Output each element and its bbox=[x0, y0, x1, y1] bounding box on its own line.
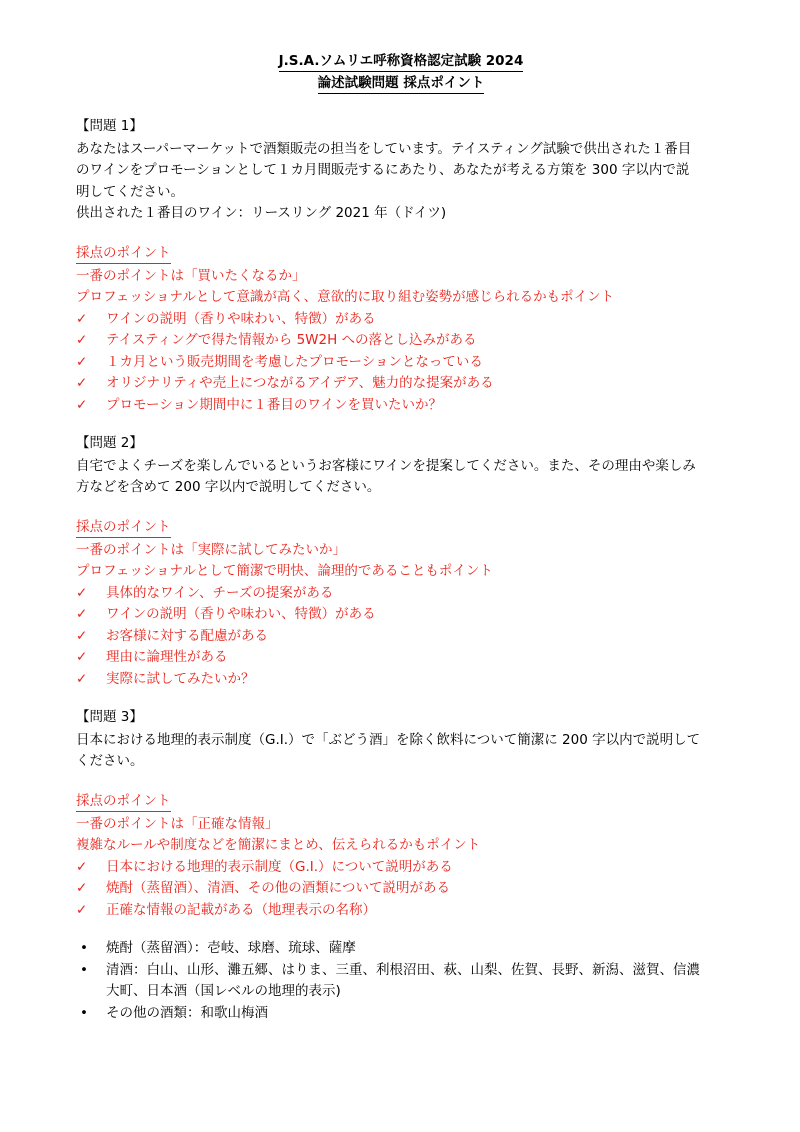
check-icon: ✓ bbox=[76, 310, 88, 327]
bullet-item bbox=[76, 1003, 726, 1025]
question-text-line: 方などを含めて 200 字以内で説明してください。 bbox=[76, 479, 381, 495]
check-icon: ✓ bbox=[76, 332, 88, 348]
question-section bbox=[76, 116, 726, 416]
bullet-text-line: 清酒：白山、山形、灘五郷、はりま、三重、利根沼田、萩、山梨、佐賀、長野、新潟、滋賀、信濃 bbox=[106, 961, 700, 978]
bullet-text bbox=[106, 938, 356, 960]
check-item-text: プロモーション期間中に１番目のワインを買いたいか？ bbox=[106, 396, 443, 413]
points-title: 採点のポイント bbox=[76, 244, 171, 264]
points-title-row bbox=[76, 243, 726, 266]
key-point: 一番のポイントは「買いたくなるか」 bbox=[76, 267, 306, 284]
check-item-text: オリジナリティや売上につながるアイデア、魅力的な提案がある bbox=[106, 375, 494, 391]
document-page bbox=[76, 50, 726, 1024]
question-label: 【問題 1】 bbox=[76, 118, 143, 134]
bullet-text bbox=[106, 1003, 268, 1025]
question-section bbox=[76, 707, 726, 921]
question-label: 【問題 2】 bbox=[76, 435, 143, 451]
professional-point: 複雑なルールや制度などを簡潔にまとめ、伝えられるかもポイント bbox=[76, 837, 481, 853]
points-title-row bbox=[76, 791, 726, 814]
scoring-points bbox=[76, 243, 726, 417]
bullet-list bbox=[76, 938, 726, 1024]
check-item bbox=[76, 900, 726, 922]
check-item-text: １カ月という販売期間を考慮したプロモーションとなっている bbox=[106, 353, 483, 370]
professional-point: プロフェッショナルとして簡潔で明快、論理的であることもポイント bbox=[76, 563, 493, 579]
check-item bbox=[76, 857, 726, 879]
check-item bbox=[76, 309, 726, 331]
check-item bbox=[76, 330, 726, 352]
points-title: 採点のポイント bbox=[76, 792, 171, 812]
check-icon: ✓ bbox=[76, 649, 88, 665]
spacer bbox=[76, 773, 726, 791]
bullet-text-line: 焼酎（蒸留酒）：壱岐、球磨、琉球、薩摩 bbox=[106, 940, 356, 956]
question-text-line: のワインをプロモーションとして１カ月間販売するにあたり、あなたが考える方策を 300 字以内で説 bbox=[76, 162, 690, 178]
document-subtitle: 論述試験問題 採点ポイント bbox=[318, 73, 485, 94]
document-title: J.S.A.ソムリエ呼称資格認定試験 2024 bbox=[279, 51, 524, 72]
bullet-text bbox=[106, 960, 700, 1003]
check-item-text: 理由に論理性がある bbox=[106, 649, 228, 665]
points-title-row bbox=[76, 517, 726, 540]
bullet-dot-icon: • bbox=[80, 1004, 88, 1021]
questions-container bbox=[76, 116, 726, 921]
check-icon: ✓ bbox=[76, 880, 88, 896]
check-item-text: テイスティングで得た情報から 5W2H への落とし込みがある bbox=[106, 332, 477, 348]
check-item bbox=[76, 352, 726, 374]
question-text-line: 供出された１番目のワイン：リースリング 2021 年（ドイツ) bbox=[76, 205, 447, 221]
key-point: 一番のポイントは「実際に試してみたいか」 bbox=[76, 541, 346, 558]
check-item bbox=[76, 395, 726, 417]
professional-point: プロフェッショナルとして意識が高く、意欲的に取り組む姿勢が感じられるかもポイント bbox=[76, 289, 615, 305]
check-icon: ✓ bbox=[76, 606, 88, 622]
bullet-dot-icon: • bbox=[80, 940, 88, 956]
check-item-text: 正確な情報の記載がある（地理表示の名称） bbox=[106, 901, 376, 918]
key-point: 一番のポイントは「正確な情報」 bbox=[76, 815, 279, 832]
check-item-text: 日本における地理的表示制度（G.I.）について説明がある bbox=[106, 858, 453, 875]
bullet-text-line: 大町、日本酒（国レベルの地理的表示) bbox=[106, 983, 341, 999]
check-item-text: お客様に対する配慮がある bbox=[106, 627, 268, 644]
question-text-line: 日本における地理的表示制度（G.I.）で「ぶどう酒」を除く飲料について簡潔に 200 字以内で説明して bbox=[76, 731, 701, 748]
check-icon: ✓ bbox=[76, 353, 88, 370]
check-item bbox=[76, 373, 726, 395]
check-icon: ✓ bbox=[76, 375, 88, 391]
spacer bbox=[76, 499, 726, 517]
question-section bbox=[76, 433, 726, 690]
bullet-dot-icon: • bbox=[80, 961, 88, 978]
points-title: 採点のポイント bbox=[76, 518, 171, 538]
check-item bbox=[76, 647, 726, 669]
scoring-points bbox=[76, 517, 726, 691]
check-icon: ✓ bbox=[76, 901, 88, 918]
question-text-line: ください。 bbox=[76, 753, 144, 769]
check-icon: ✓ bbox=[76, 396, 88, 413]
check-item bbox=[76, 878, 726, 900]
check-item bbox=[76, 604, 726, 626]
check-item bbox=[76, 583, 726, 605]
question-text-line: あなたはスーパーマーケットで酒類販売の担当をしています。テイスティング試験で供出された１番目 bbox=[76, 140, 692, 157]
check-item bbox=[76, 626, 726, 648]
question-block bbox=[76, 433, 726, 499]
scoring-points bbox=[76, 791, 726, 922]
check-icon: ✓ bbox=[76, 584, 88, 601]
bullet-text-line: その他の酒類：和歌山梅酒 bbox=[106, 1004, 268, 1021]
check-item-text: 焼酎（蒸留酒）、清酒、その他の酒類について説明がある bbox=[106, 880, 450, 896]
bullet-item bbox=[76, 960, 726, 1003]
check-item-text: ワインの説明（香りや味わい、特徴）がある bbox=[106, 606, 376, 622]
bullet-item bbox=[76, 938, 726, 960]
question-label: 【問題 3】 bbox=[76, 709, 143, 725]
spacer bbox=[76, 225, 726, 243]
question-text-line: 明してください。 bbox=[76, 183, 184, 200]
check-icon: ✓ bbox=[76, 670, 88, 687]
question-block bbox=[76, 116, 726, 225]
check-item-text: ワインの説明（香りや味わい、特徴）がある bbox=[106, 310, 376, 327]
check-item bbox=[76, 669, 726, 691]
title-block bbox=[76, 50, 726, 94]
check-item-text: 具体的なワイン、チーズの提案がある bbox=[106, 584, 334, 601]
check-item-text: 実際に試してみたいか？ bbox=[106, 670, 255, 687]
question-block bbox=[76, 707, 726, 773]
check-icon: ✓ bbox=[76, 627, 88, 644]
question-text-line: 自宅でよくチーズを楽しんでいるというお客様にワインを提案してください。また、その理由や楽しみ bbox=[76, 457, 696, 474]
check-icon: ✓ bbox=[76, 858, 88, 875]
